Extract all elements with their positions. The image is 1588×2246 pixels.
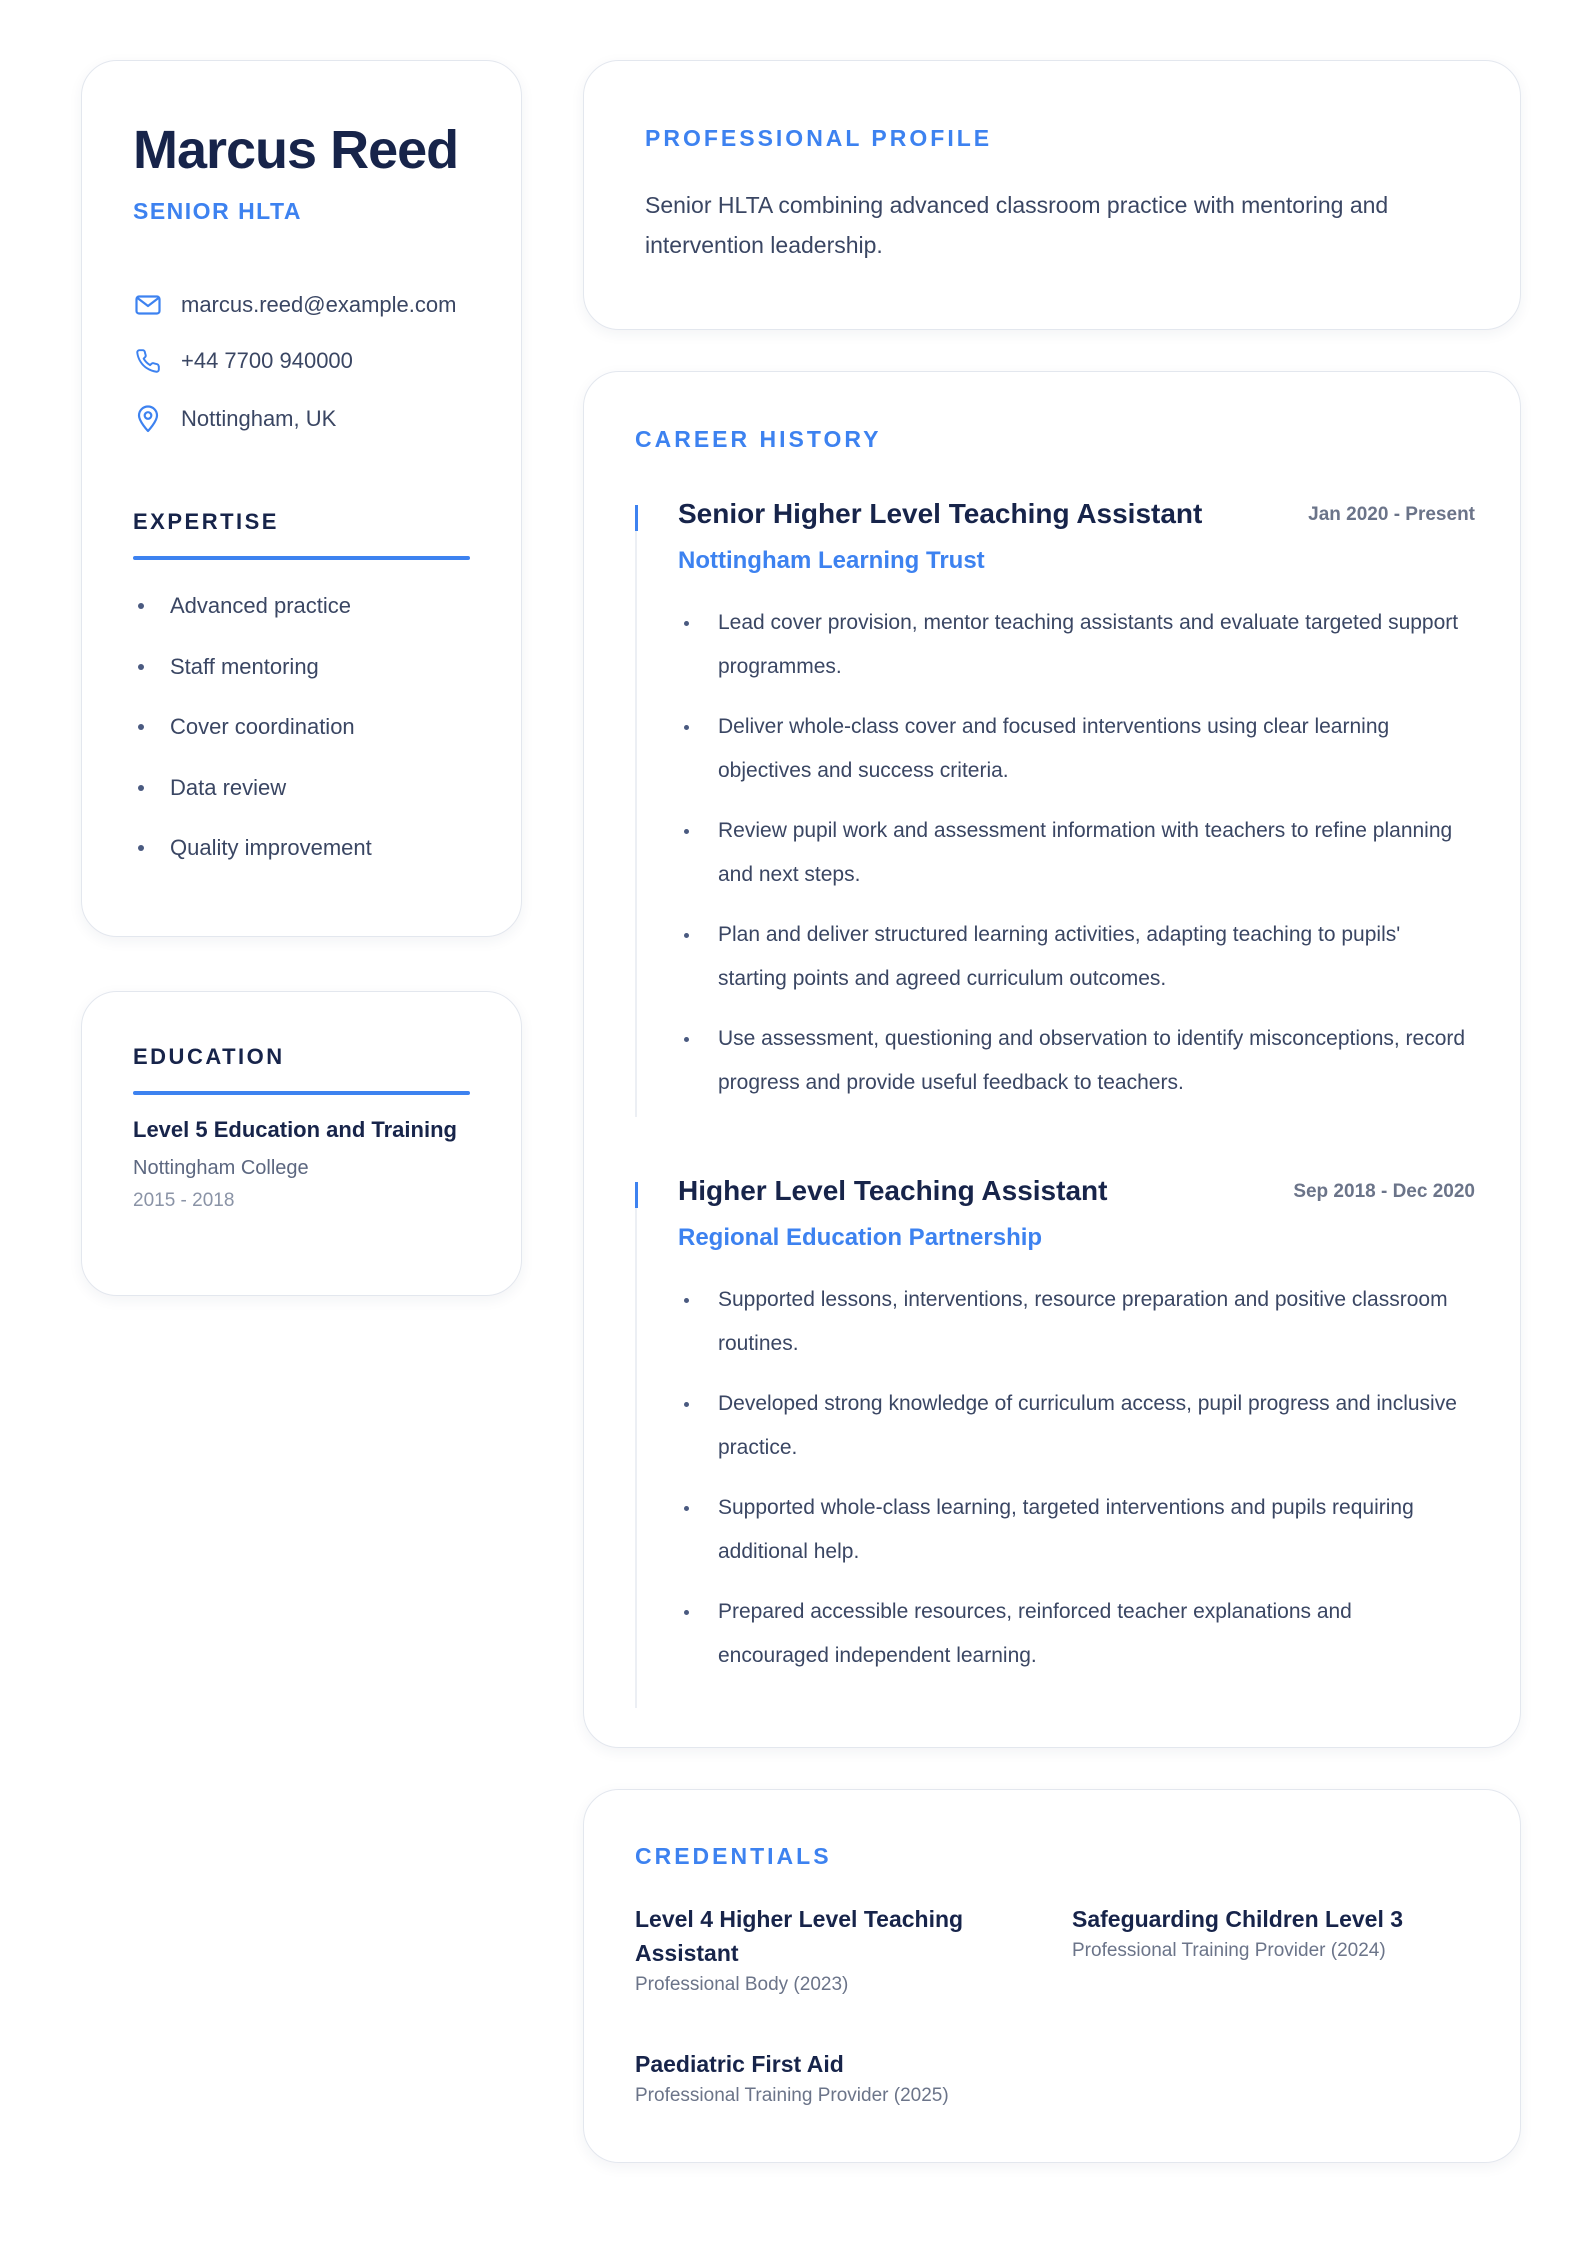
job-bullet [678,1017,1468,1105]
job-accent-bar [635,505,638,531]
job-bullet-text: Supported whole-class learning, targeted interventions and pupils requiring additional help. [718,1496,1414,1563]
job-timeline-line [635,531,637,1117]
expertise-item-text: Quality improvement [170,835,372,860]
job-accent-bar [635,1182,638,1208]
credential-item [635,2047,1035,2107]
credential-issuer: Professional Body (2023) [635,1974,849,1995]
expertise-item [138,833,372,863]
contact-phone-text: +44 7700 940000 [181,348,353,373]
job-timeline-line [635,1208,637,1708]
expertise-item-text: Staff mentoring [170,654,319,679]
bullet-dot [684,1402,689,1407]
candidate-role: SENIOR HLTA [133,198,302,224]
credentials-card [583,1789,1521,2163]
contact-email-text: marcus.reed@example.com [181,292,457,317]
contact-email[interactable] [133,289,456,321]
education-school: Nottingham College [133,1157,309,1179]
job-title: Senior Higher Level Teaching Assistant [678,498,1203,529]
expertise-item [138,773,286,803]
credential-issuer: Professional Training Provider (2025) [635,2085,949,2106]
bullet-dot [684,933,689,938]
job-bullet [678,1590,1468,1678]
bullet-dot [684,829,689,834]
bullet-dot [684,725,689,730]
job-bullet-text: Prepared accessible resources, reinforced teacher explanations and encouraged independent learning. [718,1600,1352,1667]
job-bullet-text: Supported lessons, interventions, resource preparation and positive classroom routines. [718,1288,1448,1355]
bullet-dot [138,724,144,730]
credential-item [1072,1902,1472,1962]
expertise-item [138,712,355,742]
profile-card [583,60,1521,330]
credentials-heading: CREDENTIALS [635,1843,832,1869]
job-bullets [678,601,1468,1121]
bullet-dot [684,1298,689,1303]
profile-text: Senior HLTA combining advanced classroom practice with mentoring and intervention leadership. [645,192,1389,258]
location-icon [133,404,163,434]
expertise-divider [133,556,470,560]
contact-location [133,403,336,435]
job-bullet [678,1382,1468,1470]
expertise-item-text: Cover coordination [170,714,355,739]
mail-icon [133,290,163,320]
job-bullet-text: Deliver whole-class cover and focused interventions using clear learning objectives and success criteria. [718,715,1390,782]
bullet-dot [684,1037,689,1042]
job-title: Higher Level Teaching Assistant [678,1175,1108,1206]
job-bullet [678,601,1468,689]
bullet-dot [684,621,689,626]
job-bullet [678,1278,1468,1366]
job-organisation: Nottingham Learning Trust [678,547,985,574]
contact-phone[interactable] [133,345,353,377]
credential-issuer: Professional Training Provider (2024) [1072,1940,1386,1961]
education-dates: 2015 - 2018 [133,1190,235,1211]
credential-title: Level 4 Higher Level Teaching Assistant [635,1906,964,1966]
career-card [583,371,1521,1748]
credential-title: Paediatric First Aid [635,2051,844,2077]
job-bullet [678,809,1468,897]
education-card [81,991,522,1296]
bullet-dot [138,664,144,670]
job-bullet-text: Developed strong knowledge of curriculum access, pupil progress and inclusive practice. [718,1392,1457,1459]
job-bullet [678,1486,1468,1574]
expertise-item-text: Advanced practice [170,593,351,618]
expertise-heading: EXPERTISE [133,509,279,534]
candidate-name: Marcus Reed [133,120,459,180]
bullet-dot [138,785,144,791]
job-bullet [678,705,1468,793]
job-bullet-text: Review pupil work and assessment information with teachers to refine planning and next steps. [718,819,1453,886]
profile-heading: PROFESSIONAL PROFILE [645,125,993,151]
job-dates: Sep 2018 - Dec 2020 [1293,1181,1475,1202]
education-degree: Level 5 Education and Training [133,1117,457,1142]
bullet-dot [138,603,144,609]
phone-icon [133,346,163,376]
contact-location-text: Nottingham, UK [181,406,337,431]
expertise-item [138,591,351,621]
bullet-dot [684,1506,689,1511]
identity-card [81,60,522,937]
job-bullets [678,1278,1468,1694]
education-heading: EDUCATION [133,1044,285,1069]
expertise-item-text: Data review [170,775,287,800]
education-divider [133,1091,470,1095]
job-bullet-text: Plan and deliver structured learning activities, adapting teaching to pupils' starting points and agreed curriculum outcomes. [718,923,1401,990]
job-bullet-text: Use assessment, questioning and observation to identify misconceptions, record progress and provide useful feedback to teachers. [718,1027,1466,1094]
career-heading: CAREER HISTORY [635,426,882,452]
job-organisation: Regional Education Partnership [678,1224,1043,1251]
credential-item [635,1902,1035,1996]
expertise-item [138,652,319,682]
credential-title: Safeguarding Children Level 3 [1072,1906,1404,1932]
job-bullet-text: Lead cover provision, mentor teaching assistants and evaluate targeted support programmes. [718,611,1459,678]
job-dates: Jan 2020 - Present [1308,504,1475,525]
bullet-dot [138,845,144,851]
bullet-dot [684,1610,689,1615]
job-bullet [678,913,1468,1001]
